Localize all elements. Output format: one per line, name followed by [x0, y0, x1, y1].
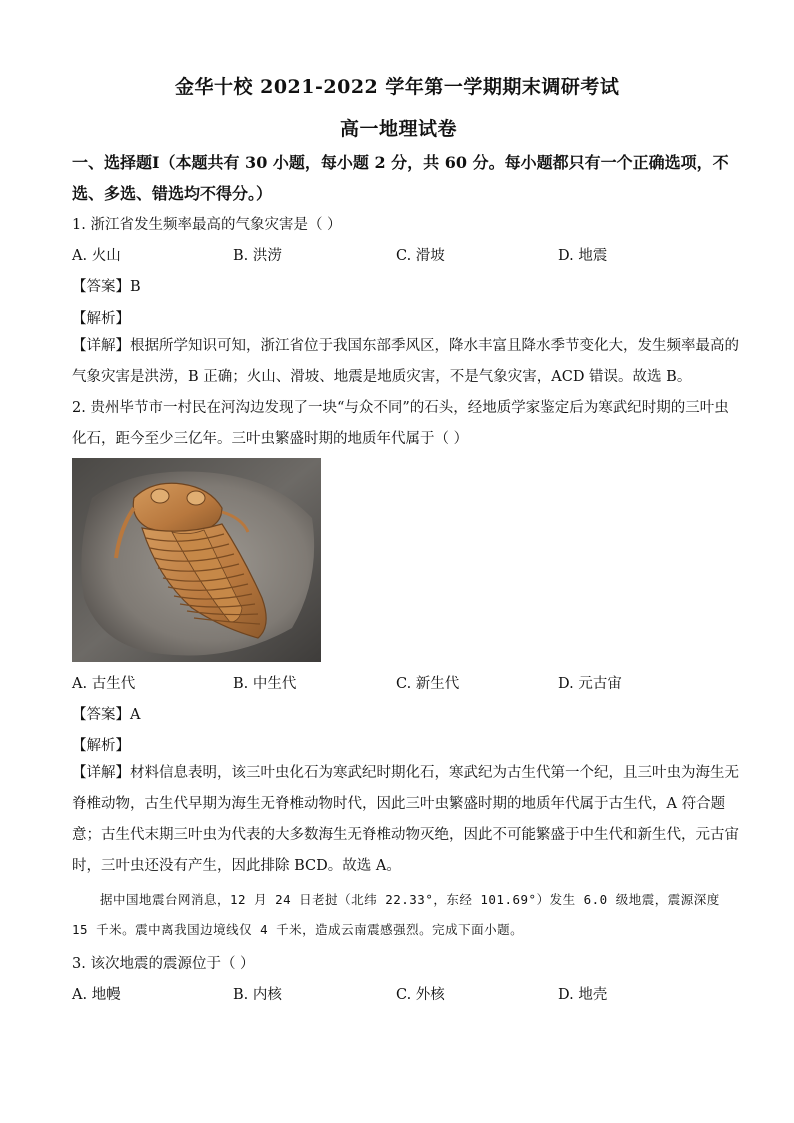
q3-option-a: A. 地幔 [72, 987, 121, 1003]
page-title: 金华十校 2021-2022 学年第一学期期末调研考试 [175, 76, 620, 98]
q1-option-b: B. 洪涝 [233, 248, 282, 264]
section-heading-line2: 选、多选、错选均不得分。） [72, 184, 273, 203]
q2-detail-line3: 意；古生代末期三叶虫为代表的大多数海生无脊椎动物灭绝，因此不可能繁盛于中生代和新生代，元古宙 [72, 827, 739, 843]
q1-detail-line2: 气象灾害是洪涝，B 正确；火山、滑坡、地震是地质灾害，不是气象灾害，ACD 错误。故选 B。 [72, 369, 692, 385]
trilobite-fossil-image [72, 458, 321, 662]
q2-option-c: C. 新生代 [396, 676, 460, 692]
q3-option-d: D. 地壳 [558, 987, 608, 1003]
q2-detail-line2: 脊椎动物，古生代早期为海生无脊椎动物时代，因此三叶虫繁盛时期的地质年代属于古生代，A 符合题 [72, 796, 726, 812]
q1-option-d: D. 地震 [558, 248, 608, 264]
q1-option-a: A. 火山 [72, 248, 121, 264]
q1-stem: 1. 浙江省发生频率最高的气象灾害是（ ） [72, 217, 342, 233]
q2-option-a: A. 古生代 [72, 676, 136, 692]
q1-option-c: C. 滑坡 [396, 248, 445, 264]
q3-stem: 3. 该次地震的震源位于（ ） [72, 956, 255, 972]
q2-detail-line1: 【详解】材料信息表明，该三叶虫化石为寒武纪时期化石，寒武纪为古生代第一个纪，且三叶虫为海生无 [72, 765, 739, 781]
q2-answer: 【答案】A [72, 707, 141, 723]
q1-detail-line1: 【详解】根据所学知识可知，浙江省位于我国东部季风区，降水丰富且降水季节变化大，发生频率最高的 [72, 338, 739, 354]
q1-analysis-label: 【解析】 [72, 311, 130, 327]
material-line1: 据中国地震台网消息，12 月 24 日老挝（北纬 22.33°，东经 101.69°）发生 6.0 级地震，震源深度 [100, 892, 720, 907]
q3-option-b: B. 内核 [233, 987, 282, 1003]
section-heading-line1: 一、选择题Ⅰ（本题共有 30 小题，每小题 2 分，共 60 分。每小题都只有一个正确选项，不 [72, 153, 729, 172]
q2-stem-line2: 化石，距今至少三亿年。三叶虫繁盛时期的地质年代属于（ ） [72, 431, 469, 447]
material-line2: 15 千米。震中离我国边境线仅 4 千米，造成云南震感强烈。完成下面小题。 [72, 922, 524, 937]
q1-answer: 【答案】B [72, 279, 141, 295]
q2-analysis-label: 【解析】 [72, 738, 130, 754]
q3-option-c: C. 外核 [396, 987, 445, 1003]
q2-stem-line1: 2. 贵州毕节市一村民在河沟边发现了一块“与众不同”的石头，经地质学家鉴定后为寒武纪时期的三叶虫 [72, 400, 729, 416]
q2-option-b: B. 中生代 [233, 676, 297, 692]
page-subtitle: 高一地理试卷 [340, 118, 458, 140]
q2-detail-line4: 时，三叶虫还没有产生，因此排除 BCD。故选 A。 [72, 858, 401, 874]
q2-option-d: D. 元古宙 [558, 676, 622, 692]
